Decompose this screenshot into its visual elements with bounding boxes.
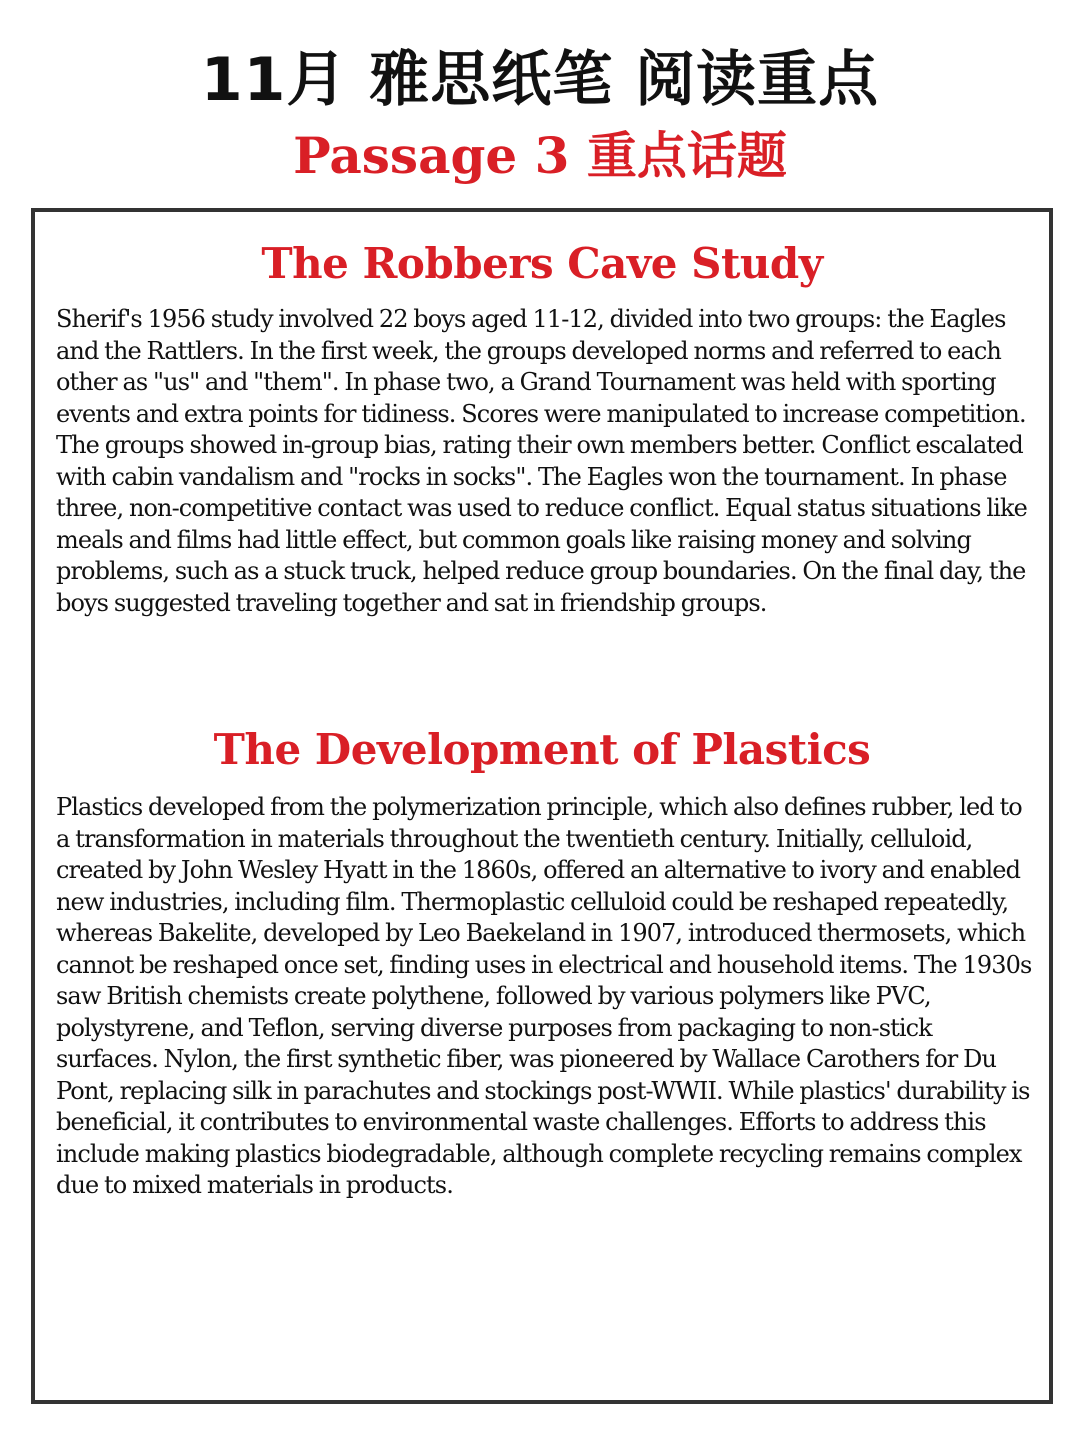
content-box [31,208,1053,1404]
page-subtitle: Passage 3 重点话题 [293,126,787,185]
page-title: 11月 雅思纸笔 阅读重点 [200,45,880,115]
section-body-robbers-cave: Sherif's 1956 study involved 22 boys aged 11-12, divided into two groups: the Eagles and the Rattlers. In the first week, the groups developed norms and referred to each other as "us" and "them". In phase two, a Grand Tournament was held with sporting events and extra points for tidiness. Scores were manipulated to increase competition. The groups showed in-group bias, rating their own members better. Conflict escalated with cabin vandalism and "rocks in socks". The Eagles won the tournament. In phase three, non-competitive contact was used to reduce conflict. Equal status situations like meals and films had little effect, but common goals like raising money and solving problems, such as a stuck truck, helped reduce group boundaries. On the final day, the boys suggested traveling together and sat in friendship groups. [56,305,1027,617]
section-body-plastics: Plastics developed from the polymerization principle, which also defines rubber, led to a transformation in materials throughout the twentieth century. Initially, celluloid, created by John Wesley Hyatt in the 1860s, offered an alternative to ivory and enabled new industries, including film. Thermoplastic celluloid could be reshaped repeatedly, whereas Bakelite, developed by Leo Baekeland in 1907, introduced thermosets, which cannot be reshaped once set, finding uses in electrical and household items. The 1930s saw British chemists create polythene, followed by various polymers like PVC, polystyrene, and Teflon, serving diverse purposes from packaging to non-stick surfaces. Nylon, the first synthetic fiber, was pioneered by Wallace Carothers for Du Pont, replacing silk in parachutes and stockings post-WWII. While plastics' durability is beneficial, it contributes to environmental waste challenges. Efforts to address this include making plastics biodegradable, although complete recycling remains complex due to mixed materials in products. [56,793,1032,1199]
section-heading-plastics: The Development of Plastics [213,725,871,774]
section-heading-robbers-cave: The Robbers Cave Study [261,239,823,288]
